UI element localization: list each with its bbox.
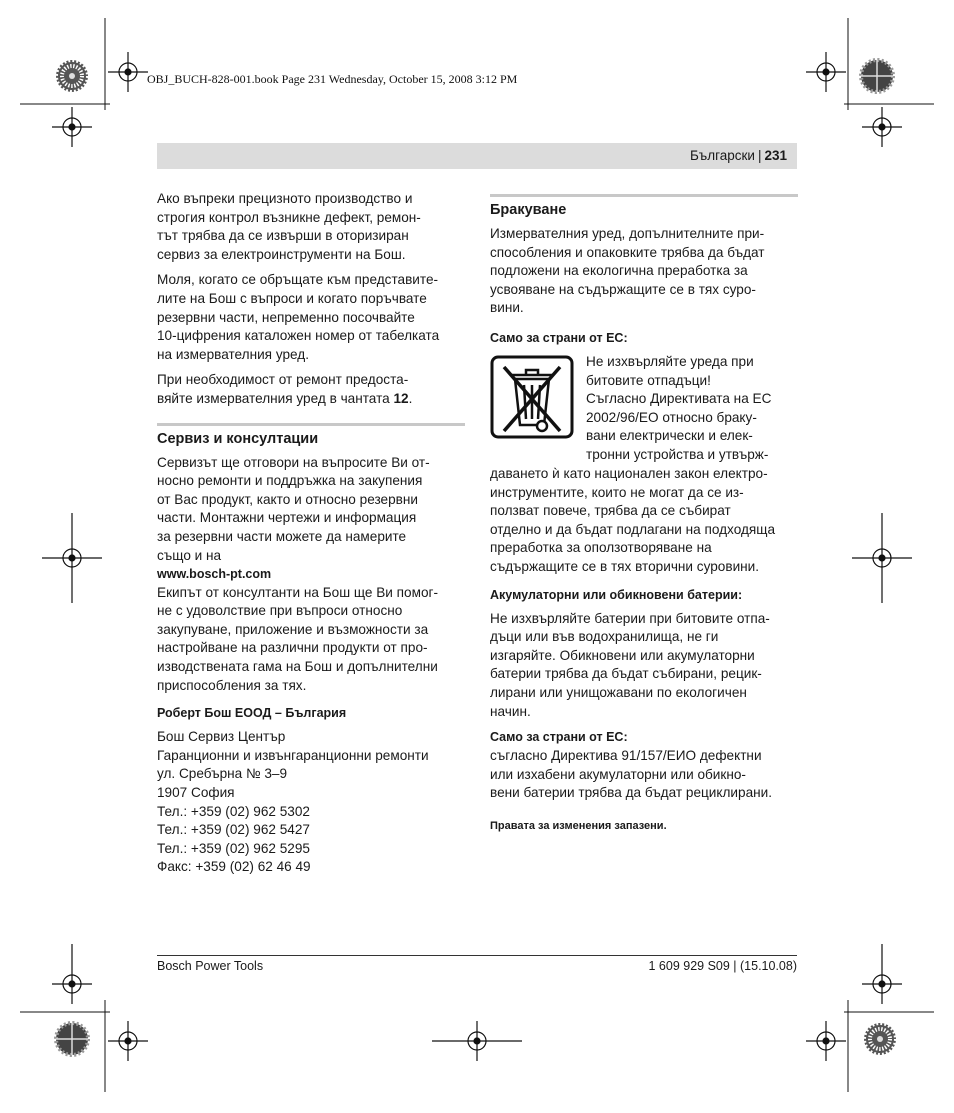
page-number: 231 bbox=[764, 148, 787, 163]
text-line: сервиз за електроинструменти на Бош. bbox=[157, 246, 406, 262]
eu-only-heading: Само за страни от ЕС: bbox=[490, 730, 628, 745]
text-line: носно ремонти и поддръжка на закупения bbox=[157, 473, 423, 489]
intro-paragraph bbox=[157, 190, 465, 264]
text-line: или изхабени акумулаторни или обикно- bbox=[490, 766, 746, 782]
text-line: Не изхвърляйте батерии при битовите отпа- bbox=[490, 610, 770, 626]
team-paragraph bbox=[157, 584, 465, 696]
text-line: части. Монтажни чертежи и информация bbox=[157, 510, 417, 526]
text-line: битовите отпадъци! bbox=[586, 372, 711, 388]
phone-line: Тел.: +359 (02) 962 5295 bbox=[157, 840, 310, 856]
header-separator: | bbox=[757, 148, 762, 163]
address-block bbox=[157, 728, 465, 877]
text-line: вени батерии трябва да бъдат рециклирани. bbox=[490, 785, 773, 801]
text-line: лите на Бош с въпроси и когато поръчвате bbox=[157, 290, 427, 306]
address-line: 1907 София bbox=[157, 785, 235, 801]
text-line: вани електрически и елек- bbox=[586, 428, 753, 444]
file-info-line: OBJ_BUCH-828-001.book Page 231 Wednesday, October 15, 2008 3:12 PM bbox=[147, 72, 518, 86]
text-line: подложени на екологична преработка за bbox=[490, 263, 748, 279]
text-line: Моля, когато се обръщате към представите- bbox=[157, 272, 439, 288]
right-column bbox=[490, 194, 798, 835]
text-line: строгия контрол възникне дефект, ремон- bbox=[157, 209, 421, 225]
company-heading: Роберт Бош ЕООД – България bbox=[157, 706, 347, 721]
text-line: лирани или унищожавани по екологичен bbox=[490, 684, 747, 700]
text-line: изводствената гама на Бош и допълнителни bbox=[157, 659, 438, 675]
text-line: дъци или във водохранилища, не ги bbox=[490, 629, 719, 645]
text-line: преработка за оползотворяване на bbox=[490, 540, 712, 556]
battery-paragraph bbox=[490, 610, 798, 722]
text-line: вини. bbox=[490, 300, 524, 316]
rights-reserved-note: Правата за изменения запазени. bbox=[490, 819, 667, 832]
text-line: даването ѝ като национален закон електро- bbox=[490, 465, 768, 481]
text-line: способления и опаковките трябва да бъдат bbox=[490, 244, 765, 260]
page-header-bar bbox=[157, 143, 797, 169]
text-line: При необходимост от ремонт предоста- bbox=[157, 372, 409, 388]
service-paragraph bbox=[157, 454, 465, 584]
text-line: също и на bbox=[157, 547, 222, 563]
text-line: Сервизът ще отговори на въпросите Ви от- bbox=[157, 454, 430, 470]
disposal-heading: Бракуване bbox=[490, 202, 567, 218]
text-line: 2002/96/ЕО относно браку- bbox=[586, 409, 757, 425]
text-line: тронни устройства и утвърж- bbox=[586, 446, 769, 462]
contact-paragraph bbox=[157, 271, 465, 364]
repair-paragraph bbox=[157, 371, 465, 408]
weee-side-text bbox=[586, 353, 771, 465]
address-line: ул. Сребърна № 3–9 bbox=[157, 766, 288, 782]
service-heading: Сервиз и консултации bbox=[157, 430, 319, 447]
address-line: Гаранционни и извънгаранционни ремонти bbox=[157, 747, 429, 763]
text-line: начин. bbox=[490, 703, 531, 719]
text-line: не с удоволствие при въпроси относно bbox=[157, 603, 403, 619]
text-line: Съгласно Директивата на ЕС bbox=[586, 391, 772, 407]
footer-doc-number: 1 609 929 S09 | (15.10.08) bbox=[648, 959, 797, 973]
battery-heading: Акумулаторни или обикновени батерии: bbox=[490, 587, 743, 602]
text-line: закупуване, приложение и възможности за bbox=[157, 621, 429, 637]
header-language: Български bbox=[689, 148, 755, 163]
text-line: ползват повече, трябва да се събират bbox=[490, 503, 731, 519]
directive-paragraph bbox=[490, 747, 798, 803]
footer-rule bbox=[157, 955, 797, 956]
text-line: настройване на различни продукти от про- bbox=[157, 640, 428, 656]
text-line: съгласно Директива 91/157/ЕИО дефектни bbox=[490, 748, 762, 764]
weee-paragraph bbox=[490, 465, 798, 577]
weee-block bbox=[490, 353, 798, 462]
text-line: Измервателния уред, допълнителните при- bbox=[490, 226, 765, 241]
text-run: вяйте измервателния уред в чантата bbox=[157, 390, 394, 406]
text-line: приспособления за тях. bbox=[157, 677, 307, 693]
text-line: инструментите, които не могат да се из- bbox=[490, 484, 744, 500]
text-line: отделно и да бъдат подлагани на подходяща bbox=[490, 521, 776, 537]
address-line: Бош Сервиз Център bbox=[157, 729, 286, 745]
page-header bbox=[690, 148, 787, 163]
website-link[interactable]: www.bosch-pt.com bbox=[157, 567, 272, 582]
text-line: 10-цифрения каталожен номер от табелката bbox=[157, 328, 440, 344]
phone-line: Тел.: +359 (02) 962 5427 bbox=[157, 822, 310, 838]
text-line: резервни части, непременно посочвайте bbox=[157, 309, 415, 325]
text-line: Ако въпреки прецизното производство и bbox=[157, 191, 413, 206]
text-line: усвояване на съдържащите се в тях суро- bbox=[490, 281, 756, 297]
fax-line: Факс: +359 (02) 62 46 49 bbox=[157, 859, 311, 875]
text-line: изгаряйте. Обикновени или акумулаторни bbox=[490, 647, 755, 663]
text-line: за резервни части можете да намерите bbox=[157, 528, 407, 544]
text-line: на измервателния уред. bbox=[157, 346, 309, 362]
text-line: съдържащите се в тях вторични суровини. bbox=[490, 558, 760, 574]
text-line: от Вас продукт, както и относно резервни bbox=[157, 491, 418, 507]
text-line bbox=[157, 390, 465, 409]
text-line: Екипът от консултанти на Бош ще Ви помог- bbox=[157, 584, 438, 600]
text-line: батерии трябва да бъдат събирани, рецик- bbox=[490, 666, 762, 682]
phone-line: Тел.: +359 (02) 962 5302 bbox=[157, 803, 310, 819]
disposal-paragraph bbox=[490, 225, 798, 318]
item-number: 12 bbox=[393, 390, 409, 406]
eu-only-heading: Само за страни от ЕС: bbox=[490, 330, 628, 345]
crossed-bin-icon bbox=[490, 355, 574, 439]
text-line: Не изхвърляйте уреда при bbox=[586, 353, 754, 369]
left-column bbox=[157, 190, 465, 877]
footer-brand: Bosch Power Tools bbox=[157, 959, 264, 973]
text-run: . bbox=[408, 390, 413, 406]
text-line: тът трябва да се извърши в оторизиран bbox=[157, 228, 409, 244]
